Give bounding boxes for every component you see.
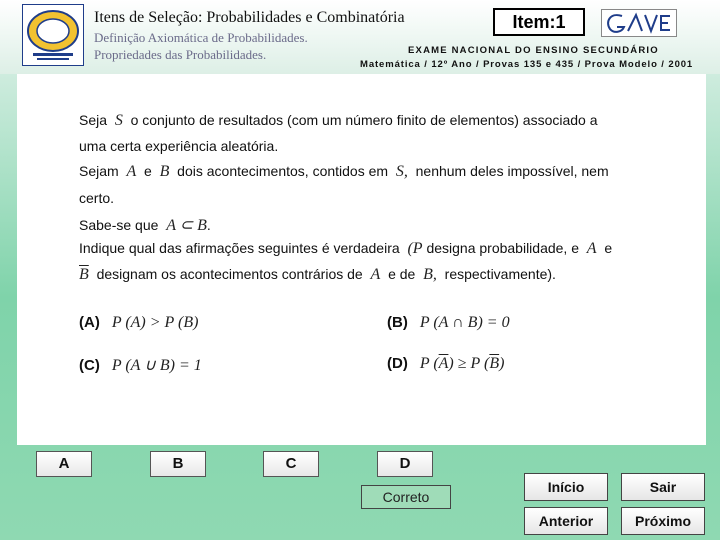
option-d: (D) P $(\overline{A}) \ge P$ $(\overline{B})$: [387, 355, 505, 372]
option-c: (C) P (A ∪ B) = 1: [79, 357, 202, 374]
option-b: (B) P (A ∩ B) = 0: [387, 314, 510, 331]
item-number-badge: Item:1: [493, 8, 585, 36]
answer-c-button[interactable]: C: [263, 451, 319, 477]
question-line-7: $\overline{B}$ designam os acontecimentos contrários de A e de B, respectivamente).: [79, 266, 556, 283]
exit-button[interactable]: Sair: [621, 473, 705, 501]
subtitle-line-2: Propriedades das Probabilidades.: [94, 47, 267, 62]
gave-logo: [601, 9, 677, 37]
question-panel: [17, 74, 706, 445]
school-logo: [22, 4, 84, 66]
previous-button[interactable]: Anterior: [524, 507, 608, 535]
page-title: Itens de Seleção: Probabilidades e Combinatória: [94, 9, 405, 26]
header: [0, 0, 720, 74]
answer-b-button[interactable]: B: [150, 451, 206, 477]
feedback-correct: Correto: [361, 485, 451, 509]
home-button[interactable]: Início: [524, 473, 608, 501]
question-line-5: Sabe-se que A ⊂ B.: [79, 217, 211, 234]
question-line-1: Seja S o conjunto de resultados (com um número finito de elementos) associado a: [79, 112, 598, 129]
option-a: (A) P (A) > P (B): [79, 314, 199, 331]
question-line-6: Indique qual das afirmações seguintes é verdadeira (P designa probabilidade, e A e: [79, 240, 613, 257]
subtitle-line-1: Definição Axiomática de Probabilidades.: [94, 30, 308, 45]
exam-title: EXAME NACIONAL DO ENSINO SECUNDÁRIO: [408, 45, 659, 56]
question-line-2: uma certa experiência aleatória.: [79, 138, 279, 154]
exam-details: Matemática / 12º Ano / Provas 135 e 435 / Prova Modelo / 2001: [360, 59, 694, 70]
question-line-4: certo.: [79, 190, 115, 206]
answer-d-button[interactable]: D: [377, 451, 433, 477]
question-line-3: Sejam A e B dois acontecimentos, contidos em S, nenhum deles impossível, nem: [79, 163, 609, 180]
next-button[interactable]: Próximo: [621, 507, 705, 535]
answer-a-button[interactable]: A: [36, 451, 92, 477]
